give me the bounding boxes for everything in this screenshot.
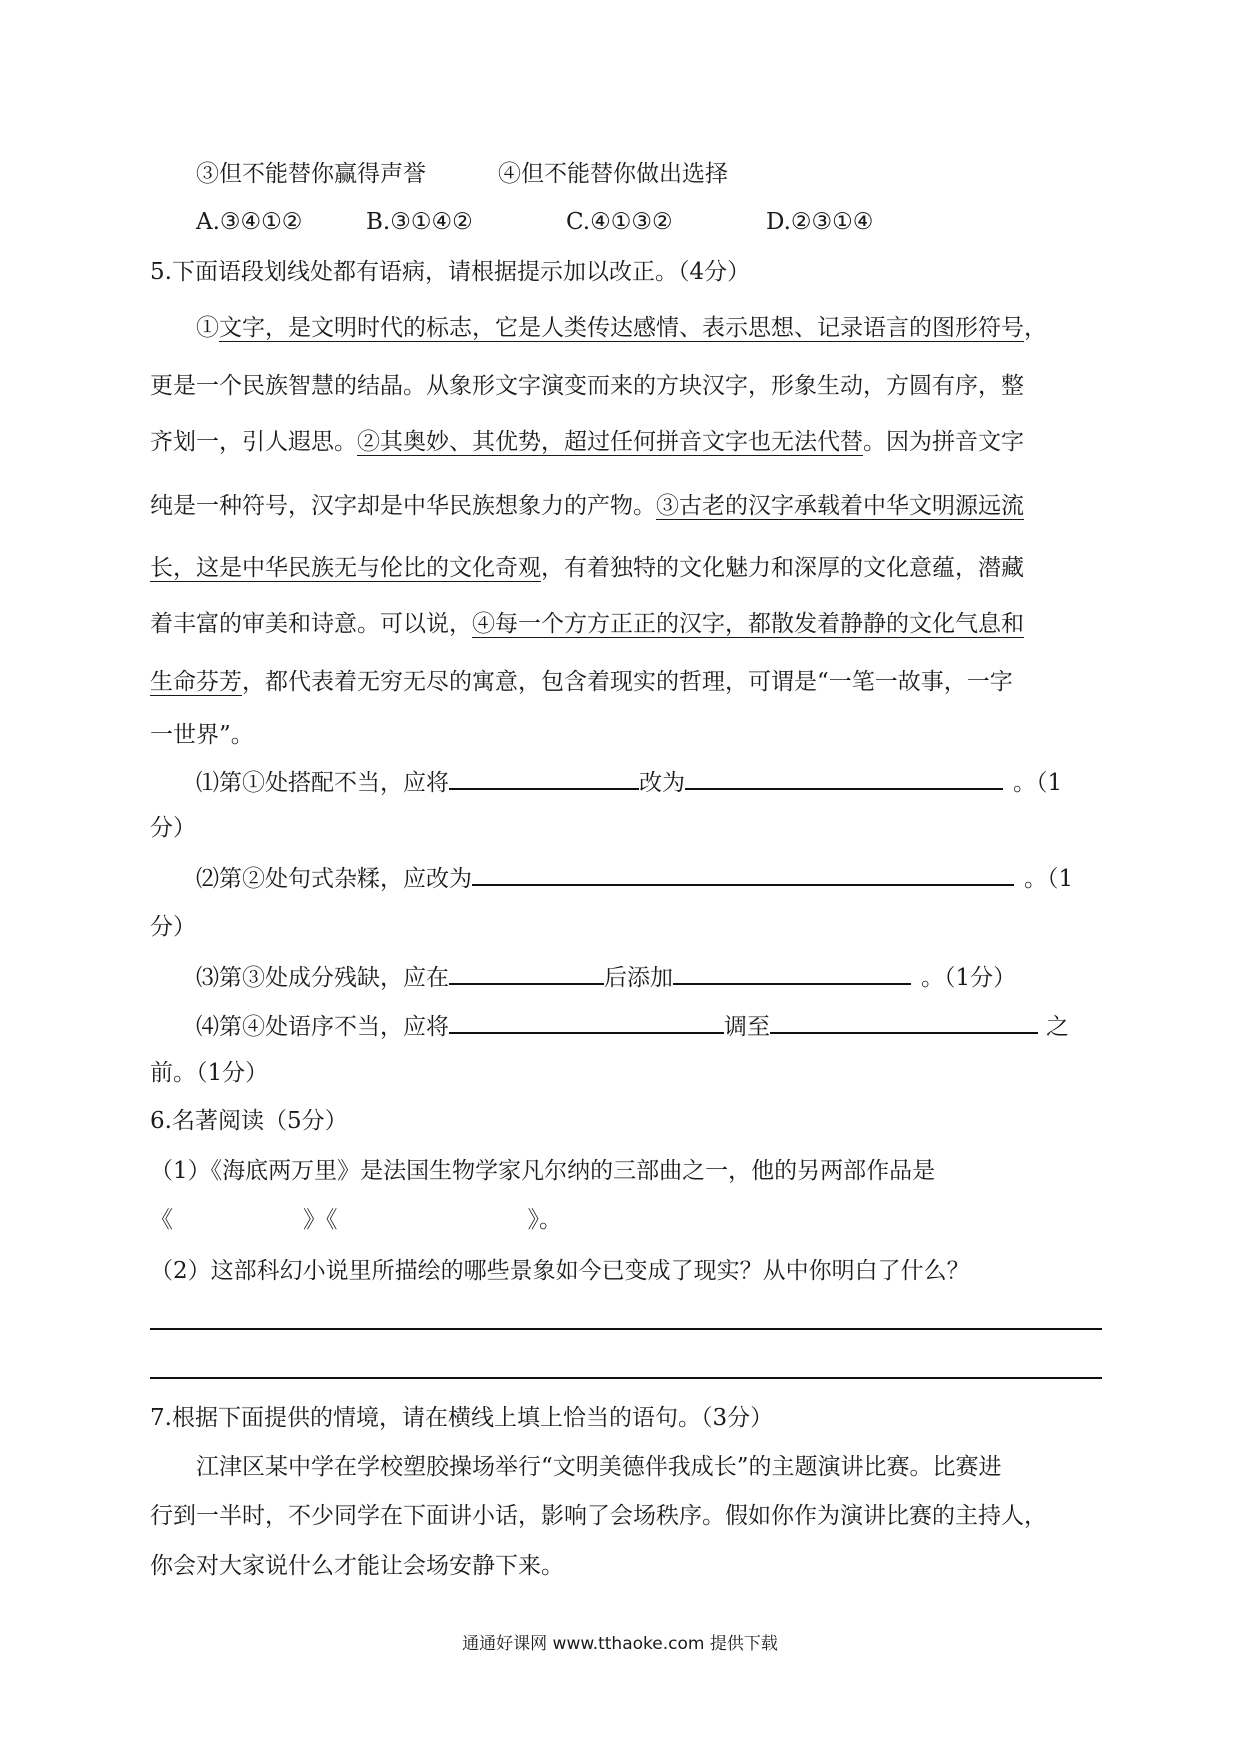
q7-passage-line-3: 你会对大家说什么才能让会场安静下来。 (150, 1553, 564, 1579)
q5-sub-3-score: 。（1分） (921, 965, 1017, 991)
answer-blank[interactable] (673, 961, 911, 985)
q5-sub-3 (196, 961, 1100, 993)
answer-blank[interactable] (472, 862, 1014, 886)
q5-text: ，都代表着无穷无尽的寓意，包含着现实的哲理，可谓是“一笔一故事，一字 (242, 669, 1013, 695)
book-title-bracket: 》《 (303, 1207, 338, 1233)
q5-title: 5.下面语段划线处都有语病，请根据提示加以改正。（4分） (150, 259, 751, 285)
q5-text: ，有着独特的文化魅力和深厚的文化意蕴，潜藏 (541, 555, 1024, 581)
q5-sub-2-score-cont: 分） (150, 914, 196, 940)
q5-underlined-4b: 生命芬芳 (150, 669, 242, 695)
q5-sub-3-text: 后添加 (604, 965, 673, 991)
q5-passage-line-2: 更是一个民族智慧的结晶。从象形文字演变而来的方块汉字，形象生动，方圆有序，整 (150, 373, 1024, 399)
q5-sub-1 (196, 766, 1100, 798)
q5-text: 齐划一，引人遐思。 (150, 429, 357, 455)
q5-sub-1-text: ⑴第①处搭配不当，应将 (196, 770, 449, 796)
q5-sub-2-text: ⑵第②处句式杂糅，应改为 (196, 866, 472, 892)
q4-option-b: B.③①④② (366, 209, 473, 235)
q5-text: 纯是一种符号，汉字却是中华民族想象力的产物。 (150, 493, 656, 519)
q6-sub-1: （1）《海底两万里》是法国生物学家凡尔纳的三部曲之一，他的另两部作品是 (150, 1158, 936, 1184)
q6-sub-1-blanks (150, 1205, 1100, 1235)
answer-blank[interactable] (449, 1010, 724, 1034)
answer-blank[interactable] (449, 961, 604, 985)
q4-option-d: D.②③①④ (766, 209, 874, 235)
q5-text: ， (1024, 315, 1047, 341)
q4-option-c: C.④①③② (566, 209, 673, 235)
q5-sub-1-score: 。（1 (1013, 770, 1063, 796)
q5-marker-1: ① (196, 315, 219, 341)
page-footer: 通通好课网 www.tthaoke.com 提供下载 (462, 1634, 778, 1654)
q5-passage-line-1 (196, 313, 1100, 343)
q5-sub-1-score-cont: 分） (150, 815, 196, 841)
q6-sub-2: （2）这部科幻小说里所描绘的哪些景象如今已变成了现实？从中你明白了什么？ (150, 1258, 970, 1284)
q5-passage-line-6 (150, 609, 1100, 639)
q5-passage-line-8: 一世界”。 (150, 722, 254, 748)
q6-title: 6.名著阅读（5分） (150, 1108, 348, 1134)
q5-underlined-3a: ③古老的汉字承载着中华文明源远流 (656, 493, 1024, 519)
q5-sub-3-text: ⑶第③处成分残缺，应在 (196, 965, 449, 991)
q5-passage-line-3 (150, 427, 1100, 457)
q5-sub-4 (196, 1010, 1100, 1042)
q4-items (196, 159, 1100, 189)
q7-passage-line-2: 行到一半时，不少同学在下面讲小话，影响了会场秩序。假如你作为演讲比赛的主持人， (150, 1503, 1047, 1529)
q5-sub-1-text: 改为 (639, 770, 685, 796)
answer-blank[interactable] (449, 766, 639, 790)
q5-passage-line-7 (150, 667, 1100, 697)
q5-sub-2-score: 。（1 (1024, 866, 1074, 892)
q7-title: 7.根据下面提供的情境，请在横线上填上恰当的语句。（3分） (150, 1405, 774, 1431)
q5-sub-4-text: ⑷第④处语序不当，应将 (196, 1014, 449, 1040)
q5-underlined-3b: 长，这是中华民族无与伦比的文化奇观 (150, 555, 541, 581)
q5-underlined-4a: ④每一个方方正正的汉字，都散发着静静的文化气息和 (472, 611, 1024, 637)
book-title-bracket: 》。 (527, 1207, 562, 1233)
answer-blank[interactable] (770, 1010, 1038, 1034)
q5-sub-4-text: 调至 (724, 1014, 770, 1040)
q4-options (196, 207, 1146, 237)
q5-underlined-1: 文字，是文明时代的标志，它是人类传达感情、表示思想、记录语言的图形符号 (219, 315, 1024, 341)
q5-passage-line-5 (150, 553, 1100, 583)
q4-option-a: A.③④①② (196, 209, 303, 235)
q5-sub-4-text: 之 (1046, 1014, 1069, 1040)
q5-text: 着丰富的审美和诗意。可以说， (150, 611, 472, 637)
q7-passage-line-1: 江津区某中学在学校塑胶操场举行“文明美德伴我成长”的主题演讲比赛。比赛进 (196, 1454, 1002, 1480)
q5-underlined-2: ②其奥妙、其优势，超过任何拼音文字也无法代替 (357, 429, 863, 455)
answer-line[interactable] (150, 1377, 1102, 1379)
answer-line[interactable] (150, 1328, 1102, 1330)
q5-sub-2 (196, 862, 1100, 894)
q5-sub-4-score: 前。（1分） (150, 1060, 269, 1086)
q4-item-4: ④但不能替你做出选择 (498, 161, 728, 187)
q5-passage-line-4 (150, 491, 1100, 521)
q4-item-3: ③但不能替你赢得声誉 (196, 161, 426, 187)
answer-blank[interactable] (685, 766, 1003, 790)
book-title-bracket: 《 (150, 1207, 173, 1233)
q5-text: 。因为拼音文字 (863, 429, 1024, 455)
